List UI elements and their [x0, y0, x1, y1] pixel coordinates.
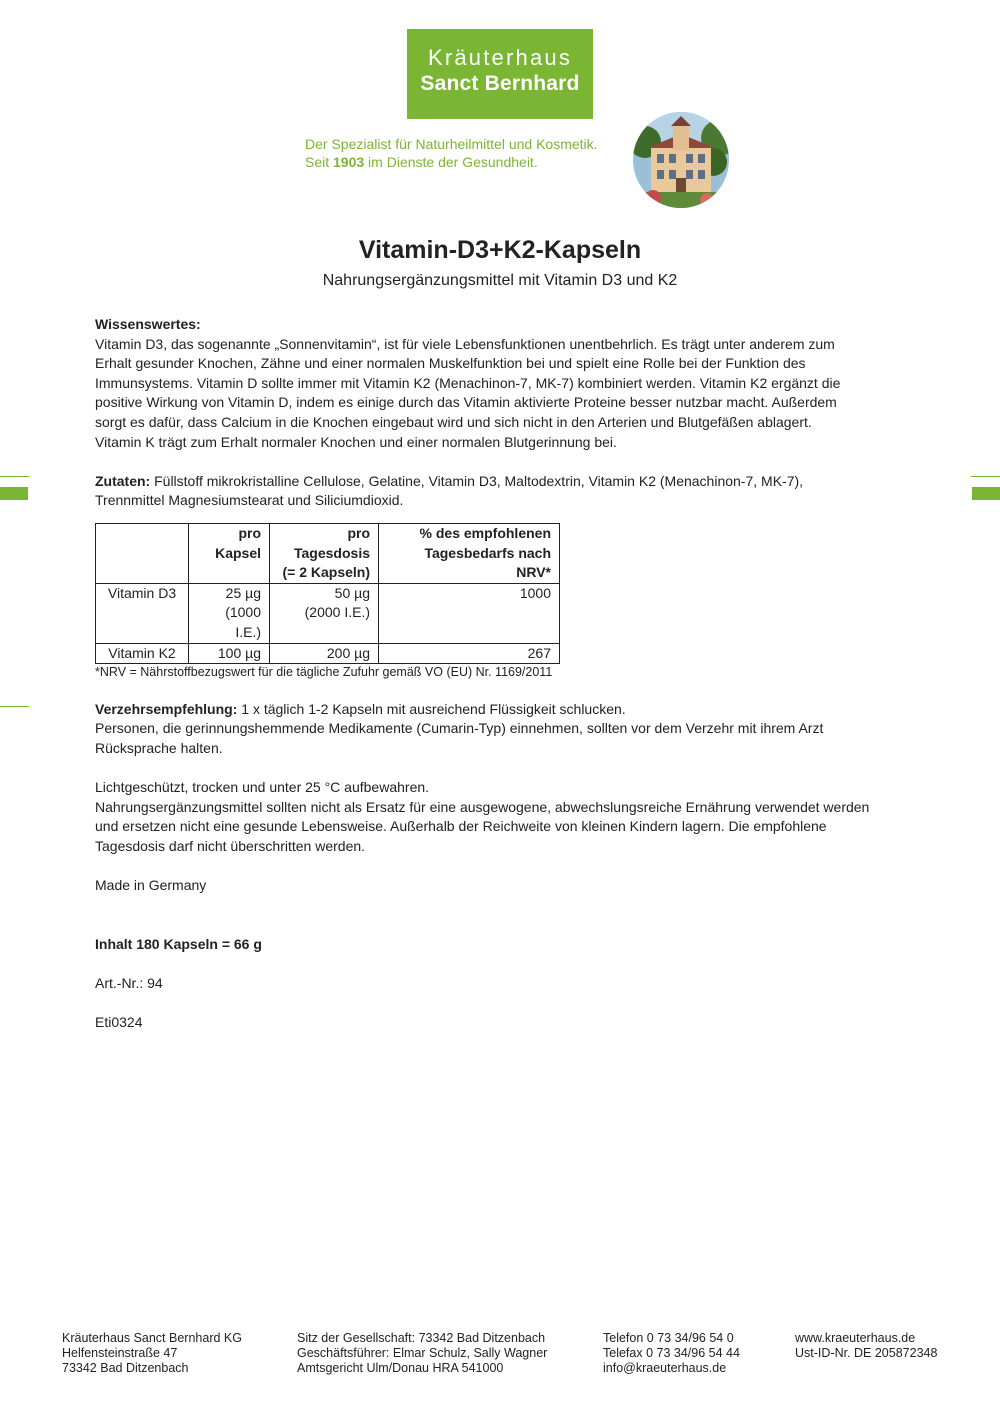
nutrient-name: Vitamin D3 — [96, 583, 189, 643]
label-code: Eti0324 — [95, 1014, 143, 1031]
building-photo — [633, 112, 729, 208]
header-text: (= 2 Kapseln) — [282, 564, 370, 581]
footer-line: Ust-ID-Nr. DE 205872348 — [795, 1346, 938, 1360]
footer-line: info@kraeuterhaus.de — [603, 1361, 727, 1375]
main-content — [95, 315, 915, 1033]
table-header-cell — [96, 523, 189, 583]
table-cell: 267 — [379, 643, 560, 664]
brand-name-line1: Kräuterhaus — [427, 45, 573, 70]
table-header-cell — [270, 523, 379, 583]
usage-line3: Rücksprache halten. — [95, 739, 223, 756]
info-line: Vitamin D3, das sogenannte „Sonnenvitamin“, ist für viele Lebensfunktionen unentbehrlich. Es trägt unter anderem zum — [95, 335, 835, 352]
table-cell: 200 µg — [270, 643, 379, 664]
left-punch-line — [0, 706, 29, 707]
table-row — [96, 643, 560, 664]
right-margin-mark — [972, 487, 1000, 500]
info-line: sorgt es dafür, dass Calcium in die Knochen eingebaut wird und sich nicht in den Arterien und Blutgefäßen ablagert. — [95, 413, 812, 430]
footer-line: Helfensteinstraße 47 — [62, 1346, 178, 1360]
header-text: % des empfohlenen — [419, 524, 551, 541]
info-line: Erhalt gesunder Knochen, Zähne und einer normalen Muskelfunktion bei und spielt eine Rolle bei der Funktion des — [95, 355, 806, 372]
storage-line: Nahrungsergänzungsmittel sollten nicht als Ersatz für eine ausgewogene, abwechslungsreiche Ernährung verwendet werden — [95, 798, 870, 815]
nutrient-name: Vitamin K2 — [96, 643, 189, 664]
footer-legal — [297, 1331, 547, 1376]
footer-line: Telefax 0 73 34/96 54 44 — [603, 1346, 740, 1360]
cell-value: (1000 I.E.) — [225, 604, 261, 640]
info-line: Immunsystems. Vitamin D sollte immer mit Vitamin K2 (Menachinon-7, MK-7) kombiniert werden. Vitamin K2 ergänzt die — [95, 374, 841, 391]
page-subtitle: Nahrungsergänzungsmittel mit Vitamin D3 und K2 — [322, 272, 678, 289]
info-line: positive Wirkung von Vitamin D, indem es einige durch das Vitamin aktivierte Proteine besser nutzbar macht. Außerdem — [95, 394, 837, 411]
table-header-row — [96, 523, 560, 583]
usage-line2: Personen, die gerinnungshemmende Medikamente (Cumarin-Typ) einnehmen, sollten vor dem Verzehr mit ihrem Arzt — [95, 720, 824, 737]
info-line: Vitamin K trägt zum Erhalt normaler Knochen und einer normalen Blutgerinnung bei. — [95, 433, 617, 450]
brand-name-line2: Sanct Bernhard — [420, 72, 580, 95]
footer-contact — [603, 1331, 740, 1376]
table-header-cell — [189, 523, 270, 583]
footer-company — [62, 1331, 242, 1376]
made-in: Made in Germany — [95, 877, 207, 894]
ingredients-label: Zutaten: — [95, 472, 151, 489]
cell-value: 25 µg — [225, 584, 261, 601]
footer-line: Amtsgericht Ulm/Donau HRA 541000 — [297, 1361, 504, 1375]
ingredients — [95, 472, 915, 492]
tagline-suffix: im Dienste der Gesundheit. — [364, 154, 538, 170]
tagline-year: 1903 — [333, 154, 365, 170]
footer-web — [795, 1331, 937, 1361]
article-number: Art.-Nr.: 94 — [95, 975, 163, 991]
ingredients-text: Füllstoff mikrokristalline Cellulose, Gelatine, Vitamin D3, Maltodextrin, Vitamin K2 (Menachinon-7, MK-7), — [150, 472, 804, 489]
footer-line: Kräuterhaus Sanct Bernhard KG — [62, 1331, 242, 1345]
usage-text: 1 x täglich 1-2 Kapseln mit ausreichend Flüssigkeit schlucken. — [237, 700, 626, 717]
footer-line: Sitz der Gesellschaft: 73342 Bad Ditzenbach — [297, 1331, 546, 1345]
table-footnote: *NRV = Nährstoffbezugswert für die tägliche Zufuhr gemäß VO (EU) Nr. 1169/2011 — [95, 665, 553, 680]
ingredients-line2: Trennmittel Magnesiumstearat und Siliciumdioxid. — [95, 492, 404, 509]
contents: Inhalt 180 Kapseln = 66 g — [95, 935, 262, 952]
storage-line: und ersetzen nicht eine gesunde Lebensweise. Außerhalb der Reichweite von kleinen Kindern lagern. Die empfohlene — [95, 818, 827, 835]
left-margin-mark — [0, 487, 28, 500]
header-text: pro Tagesdosis — [294, 524, 370, 561]
footer-line: www.kraeuterhaus.de — [795, 1331, 916, 1345]
header-text: Tagesbedarfs nach NRV* — [424, 544, 551, 581]
brand-logo — [407, 29, 593, 119]
table-row — [96, 583, 560, 643]
storage-line: Tagesdosis darf nicht überschritten werden. — [95, 837, 366, 854]
table-cell: 100 µg — [189, 643, 270, 664]
table-cell — [270, 583, 379, 643]
tagline-prefix: Seit — [305, 154, 334, 170]
storage-line: Lichtgeschützt, trocken und unter 25 °C aufbewahren. — [95, 779, 430, 796]
brand-tagline — [305, 135, 598, 171]
footer-line: Geschäftsführer: Elmar Schulz, Sally Wagner — [297, 1346, 548, 1360]
footer-line: Telefon 0 73 34/96 54 0 — [603, 1331, 734, 1345]
nutrition-table — [95, 523, 560, 664]
table-cell — [189, 583, 270, 643]
left-fold-line — [0, 476, 29, 477]
info-heading: Wissenswertes: — [95, 316, 201, 332]
header-text: pro Kapsel — [215, 524, 261, 561]
cell-value: 50 µg — [334, 584, 370, 601]
tagline-line2 — [305, 153, 598, 171]
usage — [95, 700, 915, 720]
table-cell: 1000 — [379, 583, 560, 643]
tagline-line1: Der Spezialist für Naturheilmittel und Kosmetik. — [305, 136, 598, 152]
page-title: Vitamin-D3+K2-Kapseln — [358, 236, 642, 264]
usage-label: Verzehrsempfehlung: — [95, 700, 238, 717]
right-fold-line — [971, 476, 1000, 477]
table-header-cell — [379, 523, 560, 583]
cell-value: (2000 I.E.) — [304, 604, 370, 621]
footer-line: 73342 Bad Ditzenbach — [62, 1361, 189, 1375]
